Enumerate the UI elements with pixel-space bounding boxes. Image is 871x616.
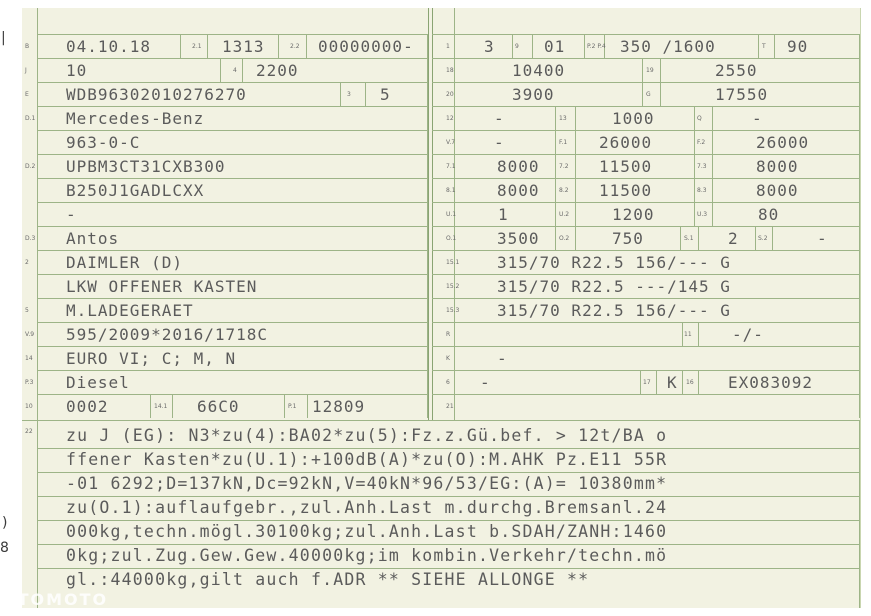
- cell-divider: [575, 130, 576, 154]
- field-code: 4: [233, 67, 237, 74]
- field-value: Diesel: [66, 373, 130, 392]
- field-value: 10400: [512, 61, 566, 80]
- remark-rule: [37, 472, 860, 473]
- remark-rule: [37, 544, 860, 545]
- registration-document: [22, 8, 861, 608]
- field-value: 2200: [256, 61, 299, 80]
- field-value: -: [480, 373, 491, 392]
- field-code: 7.3: [697, 163, 707, 170]
- cell-divider: [555, 154, 556, 178]
- cell-divider: [712, 130, 713, 154]
- cell-divider: [306, 34, 307, 58]
- cell-divider: [180, 34, 181, 58]
- cell-divider: [758, 34, 759, 58]
- cell-divider: [660, 58, 661, 82]
- header-strip: [22, 8, 860, 34]
- field-value: 2: [728, 229, 739, 248]
- cell-divider: [150, 394, 151, 418]
- field-code: P.2 P.4: [587, 43, 606, 50]
- field-code: 14.1: [154, 403, 168, 410]
- cell-divider: [207, 34, 208, 58]
- field-value: -: [66, 205, 77, 224]
- cell-divider: [682, 370, 683, 394]
- cell-divider: [340, 82, 341, 106]
- field-value: 8000: [497, 157, 540, 176]
- field-code: S.2: [758, 235, 768, 242]
- field-code: 2.2: [290, 43, 300, 50]
- cell-divider: [172, 394, 173, 418]
- cell-divider: [532, 34, 533, 58]
- field-code: 20: [446, 91, 454, 98]
- field-value: 04.10.18: [66, 37, 152, 56]
- cell-divider: [712, 154, 713, 178]
- field-code: F.1: [559, 139, 568, 146]
- cell-divider: [642, 58, 643, 82]
- cell-divider: [365, 82, 366, 106]
- field-code: 12: [446, 115, 454, 122]
- field-code: 21: [446, 403, 454, 410]
- field-value: 80: [758, 205, 780, 224]
- field-value: 3900: [512, 85, 555, 104]
- cell-divider: [284, 394, 285, 418]
- center-divider: [428, 8, 429, 420]
- remarks-code: 22: [25, 428, 33, 435]
- field-code: 3: [347, 91, 351, 98]
- cell-divider: [575, 226, 576, 250]
- field-code: T: [762, 43, 766, 50]
- cell-divider: [698, 322, 699, 346]
- field-value: 12809: [312, 397, 366, 416]
- cell-divider: [242, 58, 243, 82]
- cell-divider: [682, 322, 683, 346]
- cell-divider: [694, 106, 695, 130]
- field-code: 18: [446, 67, 454, 74]
- field-code: 8.1: [446, 187, 456, 194]
- field-value: 315/70 R22.5 156/--- G: [497, 301, 731, 320]
- field-value: 26000: [756, 133, 810, 152]
- field-code: O.1: [446, 235, 457, 242]
- field-code: D.1: [25, 115, 36, 122]
- field-value: 8000: [756, 181, 799, 200]
- field-value: 595/2009*2016/1718C: [66, 325, 269, 344]
- left-row: [37, 202, 428, 226]
- field-value: 11500: [599, 157, 653, 176]
- cell-divider: [555, 130, 556, 154]
- field-value: LKW OFFENER KASTEN: [66, 277, 258, 296]
- cell-divider: [712, 178, 713, 202]
- remark-line: zu J (EG): N3*zu(4):BA02*zu(5):Fz.z.Gü.bef. > 12t/BA o: [66, 426, 668, 445]
- cell-divider: [555, 226, 556, 250]
- field-code: 8.3: [697, 187, 707, 194]
- scan-margin: [0, 0, 22, 616]
- field-value: 11500: [599, 181, 653, 200]
- field-code: K: [446, 355, 450, 362]
- cell-divider: [656, 370, 657, 394]
- right-row: [432, 394, 860, 418]
- field-value: -: [497, 349, 508, 368]
- field-value: 66C0: [197, 397, 240, 416]
- field-value: 963-0-C: [66, 133, 141, 152]
- cell-divider: [307, 394, 308, 418]
- remark-line: zu(O.1):auflaufgebr.,zul.Anh.Last m.durchg.Bremsanl.24: [66, 498, 668, 517]
- field-value: 350 /1600: [620, 37, 716, 56]
- field-value: Antos: [66, 229, 120, 248]
- cell-divider: [575, 106, 576, 130]
- field-code: 15.2: [446, 283, 460, 290]
- field-value: 90: [787, 37, 809, 56]
- margin-mark: ): [2, 515, 8, 531]
- field-code: 13: [559, 115, 567, 122]
- cell-divider: [660, 82, 661, 106]
- field-code: 2.1: [192, 43, 202, 50]
- watermark: OTOMOTO: [2, 590, 109, 609]
- cell-divider: [642, 82, 643, 106]
- cell-divider: [575, 154, 576, 178]
- field-value: EURO VI; C; M, N: [66, 349, 237, 368]
- remark-line: -01 6292;D=137kN,Dc=92kN,V=40kN*96/53/EG:(A)= 10380mm*: [66, 474, 668, 493]
- cell-divider: [575, 202, 576, 226]
- field-code: U.1: [446, 211, 457, 218]
- field-value: 1: [498, 205, 509, 224]
- field-value: -: [817, 229, 828, 248]
- field-code: D.3: [25, 235, 36, 242]
- cell-divider: [278, 34, 279, 58]
- field-value: 8000: [497, 181, 540, 200]
- field-value: DAIMLER (D): [66, 253, 183, 272]
- cell-divider: [694, 130, 695, 154]
- field-code: 10: [25, 403, 33, 410]
- field-code: U.2: [559, 211, 570, 218]
- field-value: 01: [544, 37, 566, 56]
- cell-divider: [698, 226, 699, 250]
- field-code: G: [646, 91, 651, 98]
- field-value: -: [752, 109, 763, 128]
- field-value: 1313: [222, 37, 265, 56]
- field-value: 5: [380, 85, 391, 104]
- field-code: S.1: [684, 235, 694, 242]
- field-value: 3500: [497, 229, 540, 248]
- field-code: V.9: [25, 331, 35, 338]
- margin-mark: 8: [0, 540, 9, 556]
- field-value: UPBM3CT31CXB300: [66, 157, 226, 176]
- field-code: E: [25, 91, 29, 98]
- right-row: [432, 322, 860, 346]
- field-code: 6: [446, 379, 450, 386]
- field-code: 19: [646, 67, 654, 74]
- margin-mark: |: [1, 30, 6, 46]
- cell-divider: [640, 370, 641, 394]
- field-code: 7.1: [446, 163, 456, 170]
- cell-divider: [712, 202, 713, 226]
- remark-line: ffener Kasten*zu(U.1):+100dB(A)*zu(O):M.AHK Pz.E11 55R: [66, 450, 668, 469]
- field-code: 17: [643, 379, 651, 386]
- remark-line: 000kg,techn.mögl.30100kg;zul.Anh.Last b.SDAH/ZANH:1460: [66, 522, 668, 541]
- field-code: 1: [446, 43, 450, 50]
- field-code: 5: [25, 307, 29, 314]
- cell-divider: [220, 58, 221, 82]
- field-code: 15.3: [446, 307, 460, 314]
- field-code: P.3: [25, 379, 34, 386]
- remark-rule: [37, 520, 860, 521]
- remark-rule: [37, 448, 860, 449]
- cell-divider: [555, 178, 556, 202]
- remark-rule: [37, 496, 860, 497]
- field-code: 14: [25, 355, 33, 362]
- field-value: -: [494, 109, 505, 128]
- field-code: 9: [515, 43, 519, 50]
- field-code: R: [446, 331, 451, 338]
- field-code: 15.1: [446, 259, 460, 266]
- cell-divider: [584, 34, 585, 58]
- field-value: 1000: [612, 109, 655, 128]
- cell-divider: [755, 226, 756, 250]
- field-code: J: [25, 67, 27, 74]
- field-value: M.LADEGERAET: [66, 301, 194, 320]
- field-value: 10: [66, 61, 88, 80]
- cell-divider: [694, 178, 695, 202]
- field-value: 315/70 R22.5 ---/145 G: [497, 277, 731, 296]
- remark-rule: [37, 568, 860, 569]
- cell-divider: [680, 226, 681, 250]
- field-code: V.7: [446, 139, 456, 146]
- cell-divider: [555, 106, 556, 130]
- field-value: 26000: [599, 133, 653, 152]
- field-value: -: [494, 133, 505, 152]
- field-code: 16: [686, 379, 694, 386]
- field-value: 0002: [66, 397, 109, 416]
- field-code: P.1: [288, 403, 297, 410]
- field-code: F.2: [697, 139, 706, 146]
- field-value: 1200: [612, 205, 655, 224]
- field-code: 2: [25, 259, 29, 266]
- field-value: 750: [612, 229, 644, 248]
- field-value: 17550: [715, 85, 769, 104]
- field-value: K: [667, 373, 678, 392]
- cell-divider: [694, 202, 695, 226]
- field-value: WDB96302010276270: [66, 85, 247, 104]
- field-value: 8000: [756, 157, 799, 176]
- remark-line: 0kg;zul.Zug.Gew.Gew.40000kg;im kombin.Verkehr/techn.mö: [66, 546, 668, 565]
- field-value: 2550: [715, 61, 758, 80]
- cell-divider: [774, 34, 775, 58]
- field-code: 11: [684, 331, 692, 338]
- cell-divider: [712, 106, 713, 130]
- field-value: EX083092: [728, 373, 814, 392]
- cell-divider: [694, 154, 695, 178]
- field-value: B250J1GADLCXX: [66, 181, 205, 200]
- field-code: D.2: [25, 163, 36, 170]
- field-value: 3: [484, 37, 495, 56]
- cell-divider: [575, 178, 576, 202]
- field-code: O.2: [559, 235, 570, 242]
- field-value: 00000000-: [318, 37, 414, 56]
- remark-line: gl.:44000kg,gilt auch f.ADR ** SIEHE ALLONGE **: [66, 570, 590, 589]
- field-code: B: [25, 43, 30, 50]
- cell-divider: [772, 226, 773, 250]
- field-code: 7.2: [559, 163, 569, 170]
- field-value: 315/70 R22.5 156/--- G: [497, 253, 731, 272]
- cell-divider: [512, 34, 513, 58]
- cell-divider: [698, 370, 699, 394]
- cell-divider: [555, 202, 556, 226]
- field-code: Q: [697, 115, 702, 122]
- field-code: U.3: [697, 211, 708, 218]
- field-value: -/-: [732, 325, 764, 344]
- field-value: Mercedes-Benz: [66, 109, 205, 128]
- field-code: 8.2: [559, 187, 569, 194]
